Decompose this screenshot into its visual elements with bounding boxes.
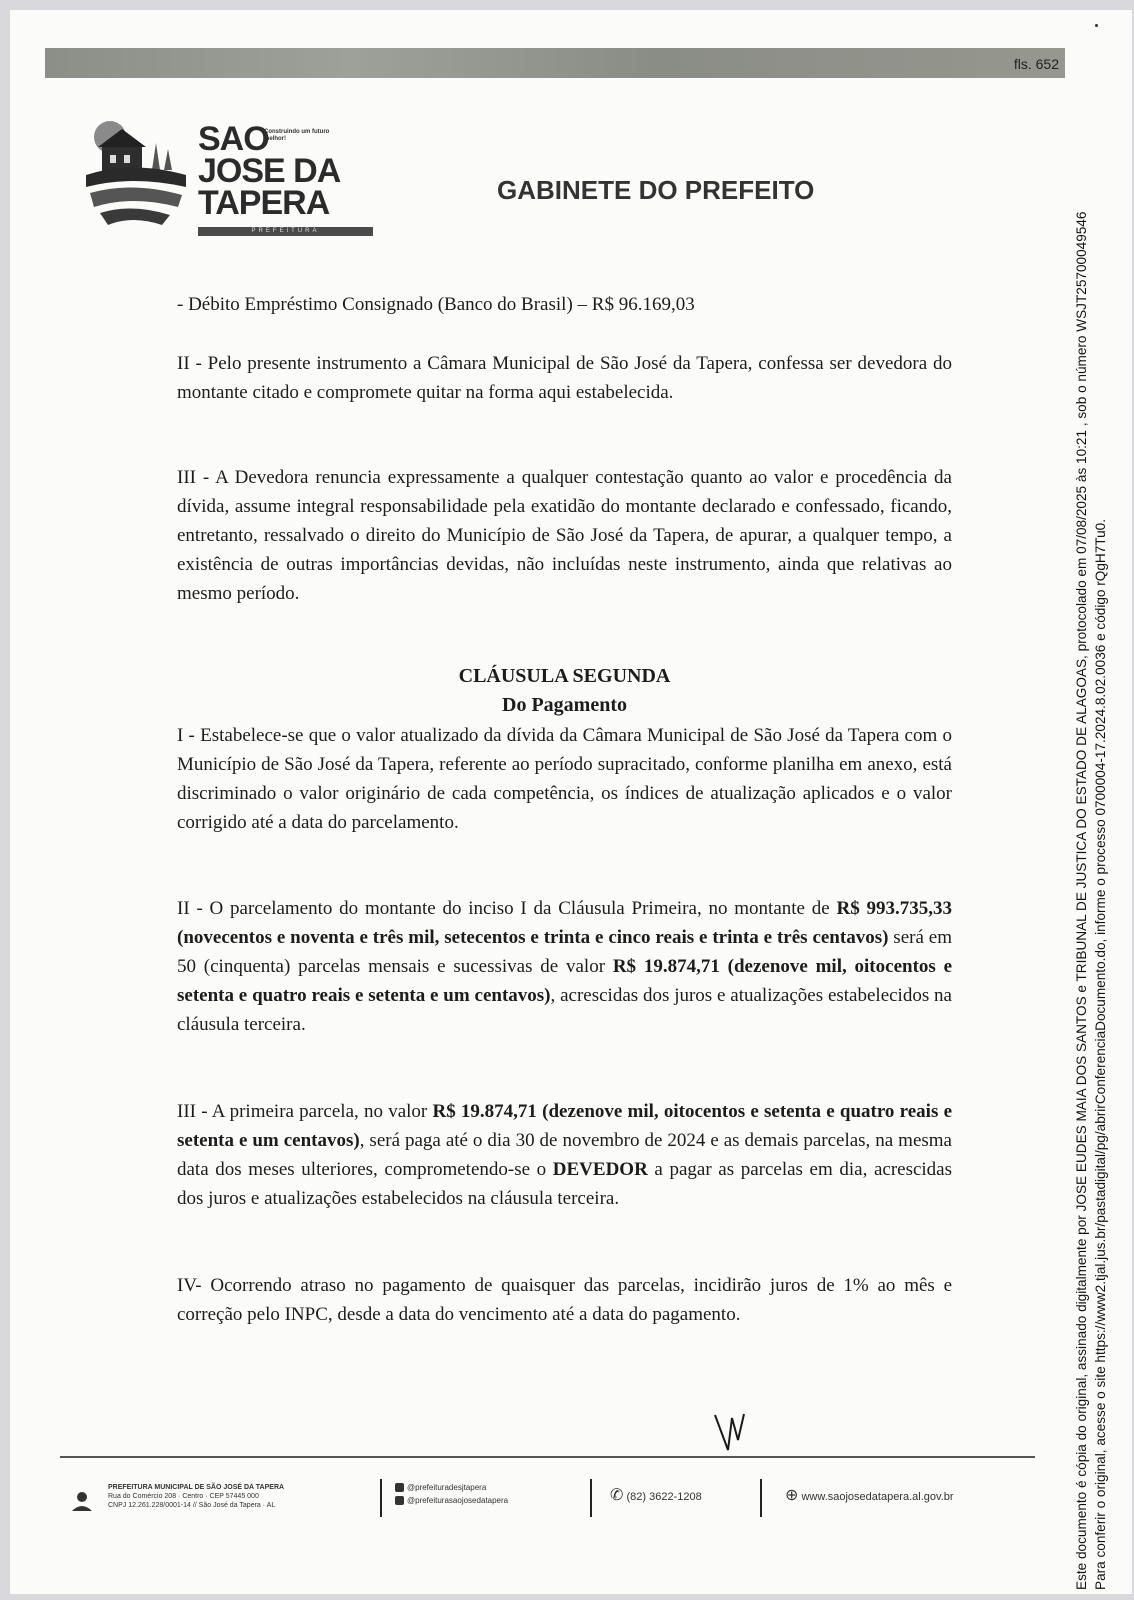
clause2-item-i: I - Estabelece-se que o valor atualizado da dívida da Câmara Municipal de São José da Tapera com o Município de São José da Tapera, referente ao período supracitado, conforme planilha em anexo, está discriminado o valor originário de cada competência, os índices de atualização aplicados e o valor corrigido até a data do parcelamento. bbox=[177, 725, 952, 833]
header-bar bbox=[45, 48, 1065, 78]
footer-website bbox=[785, 1485, 954, 1505]
logo-tagline: Construindo um futuro melhor! bbox=[264, 129, 330, 142]
instagram-icon bbox=[395, 1483, 404, 1492]
document-page bbox=[10, 10, 1132, 1594]
footer-phone bbox=[610, 1485, 702, 1505]
footer-address: PREFEITURA MUNICIPAL DE SÃO JOSÉ DA TAPERA Rua do Comércio 208 · Centro · CEP 57445 000 CNPJ 12.261.228/0001-14 // São José da Tapera · AL bbox=[108, 1484, 285, 1509]
clause2-item-iv: IV- Ocorrendo atraso no pagamento de quaisquer das parcelas, incidirão juros de 1% ao mês e correção pelo INPC, desde a data do vencimento até a data do pagamento. bbox=[177, 1275, 952, 1325]
debito-line: - Débito Empréstimo Consignado (Banco do Brasil) – R$ 96.169,03 bbox=[177, 294, 695, 315]
signature-mark bbox=[710, 1410, 750, 1460]
logo-subtitle: PREFEITURA bbox=[198, 227, 373, 236]
logo-wordmark: SAO JOSE DA TAPERA bbox=[198, 120, 341, 222]
location-icon bbox=[70, 1489, 94, 1518]
page-number: fls. 652 bbox=[1013, 56, 1059, 72]
instagram-link[interactable]: @prefeituradesjtapera bbox=[407, 1483, 487, 1492]
phone-link[interactable]: (82) 3622-1208 bbox=[626, 1491, 702, 1503]
footer bbox=[70, 1485, 1050, 1545]
margin-mark bbox=[1095, 24, 1098, 27]
page-title: GABINETE DO PREFEITO bbox=[497, 175, 815, 205]
footer-divider bbox=[60, 1456, 1035, 1458]
clause-title: CLÁUSULA SEGUNDA bbox=[458, 665, 671, 687]
facebook-link[interactable]: @prefeiturasaojosedatapera bbox=[407, 1496, 509, 1505]
digital-signature-stamp: Este documento é cópia do original, assinado digitalmente por JOSE EUDES MAIA DOS SANTOS e TRIBUNAL DE JUSTICA DO ESTADO DE ALAGOAS, protocolado em 07/08/2025 às 10:21 , sob o número WSJT25700049546 Para conferir o original, acesse o site https://www2.tjal.jus.br/pastadigital/pg/abrirConferenciaDocumento.do, informe o processo 0700004-17.2024.8.02.0036 e código rQgH7Tu0. bbox=[1074, 211, 1108, 1590]
facebook-icon bbox=[395, 1496, 404, 1505]
footer-social bbox=[395, 1481, 508, 1507]
phone-icon: ✆ bbox=[610, 1487, 624, 1504]
clause-subtitle: Do Pagamento bbox=[502, 694, 627, 716]
logo-emblem-icon bbox=[82, 115, 192, 235]
website-link[interactable]: www.saojosedatapera.al.gov.br bbox=[801, 1491, 954, 1503]
globe-icon: ⊕ bbox=[785, 1487, 799, 1504]
municipality-logo bbox=[82, 115, 382, 245]
paragraph-iii: III - A Devedora renuncia expressamente a qualquer contestação quanto ao valor e procedência da dívida, assume integral responsabilidade pela exatidão do montante declarado e confessado, ficando, entretanto, ressalvado o direito do Município de São José da Tapera, de apurar, a qualquer tempo, a existência de outras importâncias devidas, não incluídas neste instrumento, ainda que relativas ao mesmo período. bbox=[177, 467, 952, 604]
clause2-item-ii: II - O parcelamento do montante do inciso I da Cláusula Primeira, no montante de R$ 993.735,33 (novecentos e noventa e três mil, setecentos e trinta e cinco reais e trinta e três centavos) será em 50 (cinquenta) parcelas mensais e sucessivas de valor R$ 19.874,71 (dezenove mil, oitocentos e setenta e quatro reais e setenta e um centavos), acrescidas dos juros e atualizações estabelecidos na cláusula terceira. bbox=[177, 898, 953, 1035]
paragraph-ii: II - Pelo presente instrumento a Câmara Municipal de São José da Tapera, confessa ser devedora do montante citado e compromete quitar na forma aqui estabelecida. bbox=[177, 353, 952, 403]
clause2-item-iii: III - A primeira parcela, no valor R$ 19.874,71 (dezenove mil, oitocentos e setenta e quatro reais e setenta e um centavos), será paga até o dia 30 de novembro de 2024 e as demais parcelas, na mesma data dos meses ulteriores, comprometendo-se o DEVEDOR a pagar as parcelas em dia, acrescidas dos juros e atualizações estabelecidos na cláusula terceira. bbox=[177, 1101, 953, 1209]
